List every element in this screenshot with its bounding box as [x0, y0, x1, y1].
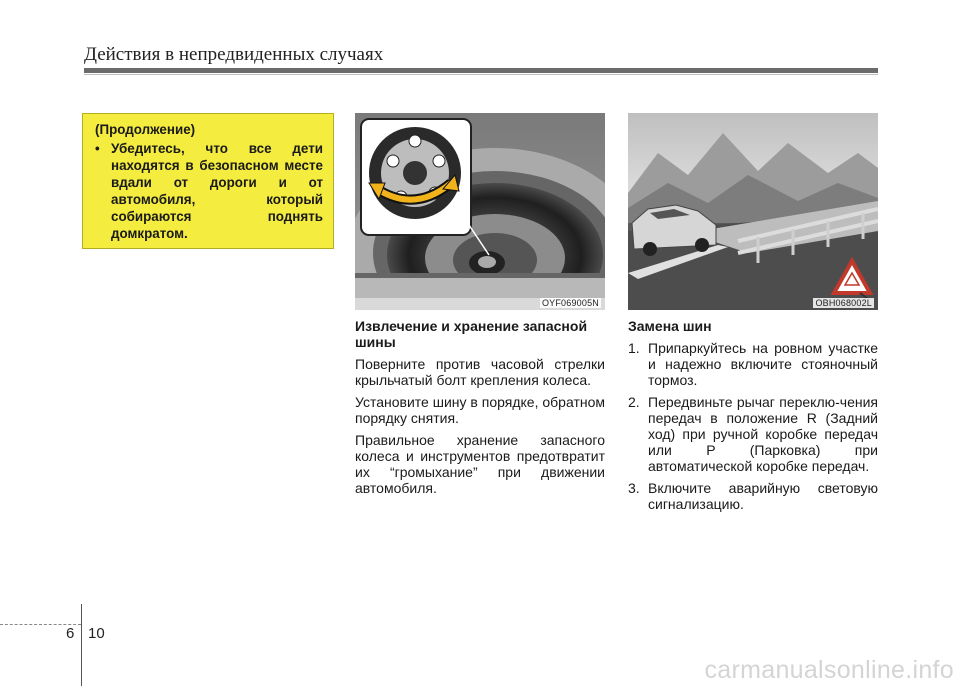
warning-item — [93, 140, 323, 242]
paragraph: Поверните против часовой стрелки крыльчатый болт крепления колеса. — [355, 356, 605, 388]
step-text: Включите аварийную световую сигнализацию. — [648, 480, 878, 512]
paragraph: Установите шину в порядке, обратном порядку снятия. — [355, 394, 605, 426]
section-heading: Извлечение и хранение запасной шины — [355, 318, 588, 350]
watermark: carmanualsonline.info — [704, 656, 954, 684]
step-number: 1. — [628, 340, 640, 356]
road-illustration — [628, 113, 878, 310]
warning-title: (Продолжение) — [95, 122, 196, 137]
list-item — [628, 480, 878, 512]
step-number: 2. — [628, 394, 640, 410]
footer-divider — [81, 604, 82, 686]
section-number: 6 — [66, 625, 75, 642]
page-number: 10 — [88, 625, 105, 642]
list-item — [628, 340, 878, 388]
tire-change-section — [628, 318, 878, 518]
spare-tire-figure — [355, 113, 605, 310]
list-item — [628, 394, 878, 474]
header-rule — [84, 68, 878, 73]
spare-tire-illustration — [355, 113, 605, 310]
warning-text: Убедитесь, что все дети находятся в безопасном месте вдали от дороги и от автомобиля, который собираются поднять домкратом. — [111, 141, 323, 241]
step-text: Припаркуйтесь на ровном участке и надежно включите стояночный тормоз. — [648, 340, 878, 388]
header-rule-thin — [84, 74, 878, 75]
section-heading: Замена шин — [628, 318, 712, 334]
step-number: 3. — [628, 480, 640, 496]
spare-tire-section — [355, 318, 605, 502]
figure-code: OYF069005N — [541, 298, 599, 308]
warning-box — [82, 113, 334, 249]
section-title: Действия в непредвиденных случаях — [84, 44, 384, 65]
road-figure — [628, 113, 878, 310]
bullet-icon: • — [95, 141, 100, 156]
figure-code: OBH068002L — [815, 298, 872, 308]
step-text: Передвиньте рычаг переклю-чения передач в положение R (Задний ход) при ручной коробке передач или P (Парковка) при автоматической коробке передач. — [648, 394, 878, 474]
paragraph: Правильное хранение запасного колеса и инструментов предотвратит их “громыхание” при движении автомобиля. — [355, 432, 605, 496]
